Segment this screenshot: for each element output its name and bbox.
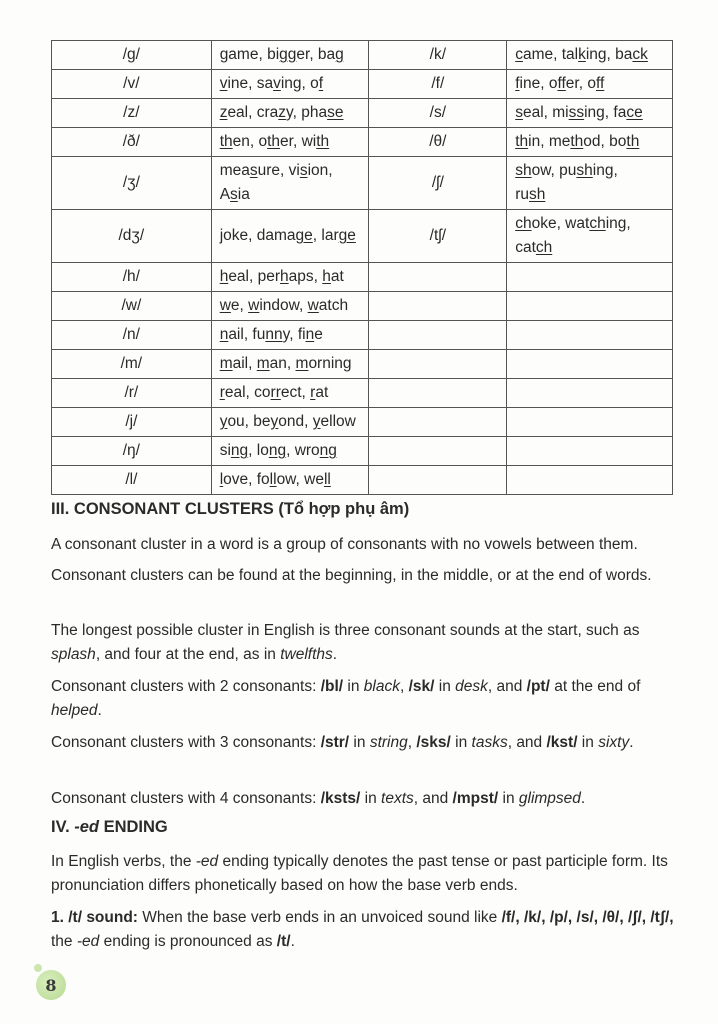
sound-symbol-cell: /ð/	[52, 128, 212, 157]
underlined-letters: th	[219, 133, 233, 150]
ed-t-sound: 1. /t/ sound: When the base verb ends in an unvoiced sound like /f/, /k/, /p/, /s/, /θ/, /ʃ/, /tʃ/, the -ed ending is pronounced as /t/.	[51, 909, 674, 950]
underlined-letters: ng	[230, 442, 249, 459]
example-words-cell	[507, 466, 673, 495]
example-words-cell: thin, method, both	[507, 128, 673, 157]
underlined-letters: f	[318, 75, 324, 92]
underlined-letters: h	[219, 268, 229, 285]
underlined-letters: rr	[270, 384, 281, 401]
bold-text: /t/	[276, 933, 291, 950]
table-row	[52, 263, 673, 292]
table-row	[52, 292, 673, 321]
example-words-cell	[507, 292, 673, 321]
sound-symbol-cell: /s/	[369, 99, 507, 128]
underlined-letters: th	[267, 133, 281, 150]
example-words-cell	[507, 263, 673, 292]
sound-symbol-cell: /j/	[52, 408, 212, 437]
italic-text: -ed	[195, 853, 219, 870]
section-3-heading: III. CONSONANT CLUSTERS (Tổ hợp phụ âm)	[51, 500, 410, 518]
underlined-letters: ng	[268, 442, 287, 459]
underlined-letters: ff	[595, 75, 605, 92]
sound-symbol-cell: /ŋ/	[52, 437, 212, 466]
italic-text: sixty	[598, 734, 630, 751]
table-row	[52, 157, 673, 210]
italic-text: desk	[455, 678, 488, 695]
underlined-letters: s	[299, 162, 308, 179]
example-words-cell: love, follow, well	[211, 466, 369, 495]
sound-symbol-cell: /l/	[52, 466, 212, 495]
underlined-letters: ll	[269, 471, 277, 488]
sound-symbol-cell: /h/	[52, 263, 212, 292]
underlined-letters: w	[307, 297, 319, 314]
italic-text: tasks	[471, 734, 508, 751]
underlined-letters: th	[570, 133, 584, 150]
underlined-letters: s	[515, 104, 523, 121]
sound-symbol-cell: /w/	[52, 292, 212, 321]
sound-symbol-cell	[369, 321, 507, 350]
underlined-letters: r	[219, 384, 225, 401]
underlined-letters: m	[219, 355, 233, 372]
underlined-letters: z	[219, 104, 228, 121]
sound-symbol-cell	[369, 408, 507, 437]
bold-text: /pt/	[526, 678, 550, 695]
sound-symbol-cell: /z/	[52, 99, 212, 128]
underlined-letters: th	[316, 133, 330, 150]
sound-symbol-cell	[369, 379, 507, 408]
underlined-letters: ge	[295, 227, 313, 244]
cluster-longest: The longest possible cluster in English is three consonant sounds at the start, such as splash, and four at the end, as in twelfths.	[51, 622, 640, 663]
sound-symbol-cell	[369, 292, 507, 321]
example-words-cell	[507, 408, 673, 437]
underlined-letters: ce	[626, 104, 643, 121]
italic-text: texts	[381, 790, 414, 807]
table-row	[52, 41, 673, 70]
underlined-letters: ff	[557, 75, 566, 92]
bold-text: /mpst/	[452, 790, 499, 807]
section-4-heading: IV. -ed ENDING	[51, 818, 168, 836]
table-row	[52, 321, 673, 350]
cluster-definition: A consonant cluster in a word is a group of consonants with no vowels between them.	[51, 536, 638, 553]
sound-symbol-cell: /tʃ/	[369, 210, 507, 263]
underlined-letters: ch	[589, 215, 606, 232]
sound-symbol-cell: /θ/	[369, 128, 507, 157]
underlined-letters: j	[219, 227, 224, 244]
underlined-letters: se	[327, 104, 344, 121]
underlined-letters: ch	[535, 239, 553, 256]
bold-text: /sks/	[416, 734, 451, 751]
example-words-cell: game, bigger, bag	[211, 41, 369, 70]
sound-symbol-cell: /m/	[52, 350, 212, 379]
table-row	[52, 70, 673, 99]
underlined-letters: ck	[632, 46, 648, 63]
underlined-letters: y	[270, 413, 279, 430]
bold-text: /sk/	[408, 678, 435, 695]
italic-text: helped	[51, 702, 98, 719]
underlined-letters: h	[322, 268, 331, 285]
underlined-letters: ch	[515, 215, 532, 232]
underlined-letters: y	[219, 413, 228, 430]
page-number-badge	[36, 970, 66, 1000]
example-words-cell: zeal, crazy, phase	[211, 99, 369, 128]
example-words-cell: sing, long, wrong	[211, 437, 369, 466]
bold-text: /bl/	[320, 678, 344, 695]
underlined-letters: ll	[323, 471, 331, 488]
sound-symbol-cell: /v/	[52, 70, 212, 99]
sound-symbol-cell	[369, 466, 507, 495]
example-words-cell: mail, man, morning	[211, 350, 369, 379]
ed-ending-intro: In English verbs, the -ed ending typically denotes the past tense or past participle form. Its pronunciation differs phonetically based on how the base verb ends.	[51, 853, 668, 894]
table-row	[52, 379, 673, 408]
example-words-cell: then, other, with	[211, 128, 369, 157]
italic-text: black	[363, 678, 400, 695]
underlined-letters: h	[280, 268, 289, 285]
underlined-letters: n	[219, 326, 229, 343]
underlined-letters: v	[273, 75, 281, 92]
underlined-letters: th	[515, 133, 529, 150]
example-words-cell: measure, vision, Asia	[211, 157, 369, 210]
underlined-letters: gg	[279, 46, 297, 63]
italic-text: glimpsed	[518, 790, 581, 807]
bold-text: /ksts/	[320, 790, 361, 807]
example-words-cell: heal, perhaps, hat	[211, 263, 369, 292]
table-row	[52, 99, 673, 128]
cluster-two: Consonant clusters with 2 consonants: /bl/ in black, /sk/ in desk, and /pt/ at the end of helped.	[51, 678, 641, 719]
underlined-letters: ss	[568, 104, 585, 121]
sound-symbol-cell: /f/	[369, 70, 507, 99]
example-words-cell: we, window, watch	[211, 292, 369, 321]
example-words-cell	[507, 321, 673, 350]
underlined-letters: w	[219, 297, 231, 314]
underlined-letters: sh	[515, 162, 532, 179]
bold-text: /f/, /k/, /p/, /s/, /θ/, /ʃ/, /tʃ/,	[501, 909, 674, 926]
underlined-letters: s	[230, 186, 238, 203]
example-words-cell: seal, missing, face	[507, 99, 673, 128]
consonant-sounds-table	[51, 40, 673, 495]
sound-symbol-cell: /k/	[369, 41, 507, 70]
bold-text: /kst/	[546, 734, 578, 751]
italic-text: string	[369, 734, 408, 751]
example-words-cell: choke, watching, catch	[507, 210, 673, 263]
underlined-letters: r	[310, 384, 316, 401]
example-words-cell: fine, offer, off	[507, 70, 673, 99]
cluster-three: Consonant clusters with 3 consonants: /str/ in string, /sks/ in tasks, and /kst/ in sixty.	[51, 734, 634, 751]
cluster-four: Consonant clusters with 4 consonants: /ksts/ in texts, and /mpst/ in glimpsed.	[51, 790, 586, 807]
underlined-letters: m	[295, 355, 309, 372]
page-number: 8	[45, 975, 57, 995]
italic-text: splash	[51, 646, 96, 663]
example-words-cell	[507, 437, 673, 466]
underlined-letters: s	[249, 162, 258, 179]
sound-symbol-cell: /r/	[52, 379, 212, 408]
decor-dot	[34, 964, 42, 972]
bold-text: /str/	[320, 734, 350, 751]
example-words-cell	[507, 379, 673, 408]
table-row	[52, 437, 673, 466]
italic-text: -ed	[76, 933, 100, 950]
underlined-letters: k	[578, 46, 586, 63]
table-row	[52, 408, 673, 437]
underlined-letters: z	[278, 104, 287, 121]
table-row	[52, 350, 673, 379]
sound-symbol-cell: /ʒ/	[52, 157, 212, 210]
example-words-cell: real, correct, rat	[211, 379, 369, 408]
example-words-cell	[507, 350, 673, 379]
sound-symbol-cell: /ʃ/	[369, 157, 507, 210]
example-words-cell: vine, saving, of	[211, 70, 369, 99]
underlined-letters: l	[219, 471, 224, 488]
underlined-letters: ge	[338, 227, 356, 244]
table-row	[52, 128, 673, 157]
sound-symbol-cell: /g/	[52, 41, 212, 70]
sound-symbol-cell: /n/	[52, 321, 212, 350]
underlined-letters: ng	[319, 442, 337, 459]
bold-text: 1. /t/ sound:	[51, 909, 138, 926]
example-words-cell: show, pushing, rush	[507, 157, 673, 210]
example-words-cell: you, beyond, yellow	[211, 408, 369, 437]
sound-symbol-cell	[369, 263, 507, 292]
underlined-letters: n	[305, 326, 315, 343]
sound-symbol-cell: /dʒ/	[52, 210, 212, 263]
example-words-cell: came, talking, back	[507, 41, 673, 70]
sound-symbol-cell	[369, 350, 507, 379]
underlined-letters: w	[248, 297, 260, 314]
table-row	[52, 210, 673, 263]
underlined-letters: th	[626, 133, 640, 150]
example-words-cell: nail, funny, fine	[211, 321, 369, 350]
table-row	[52, 466, 673, 495]
cluster-positions: Consonant clusters can be found at the beginning, in the middle, or at the end of words.	[51, 567, 652, 584]
italic-text: twelfths	[280, 646, 333, 663]
underlined-letters: sh	[529, 186, 546, 203]
underlined-letters: c	[515, 46, 523, 63]
underlined-letters: f	[515, 75, 520, 92]
underlined-letters: y	[312, 413, 321, 430]
underlined-letters: g	[335, 46, 344, 63]
sound-symbol-cell	[369, 437, 507, 466]
underlined-letters: m	[256, 355, 270, 372]
example-words-cell: joke, damage, large	[211, 210, 369, 263]
italic-text: -ed	[74, 818, 99, 836]
underlined-letters: nn	[265, 326, 283, 343]
underlined-letters: sh	[576, 162, 593, 179]
underlined-letters: v	[219, 75, 228, 92]
